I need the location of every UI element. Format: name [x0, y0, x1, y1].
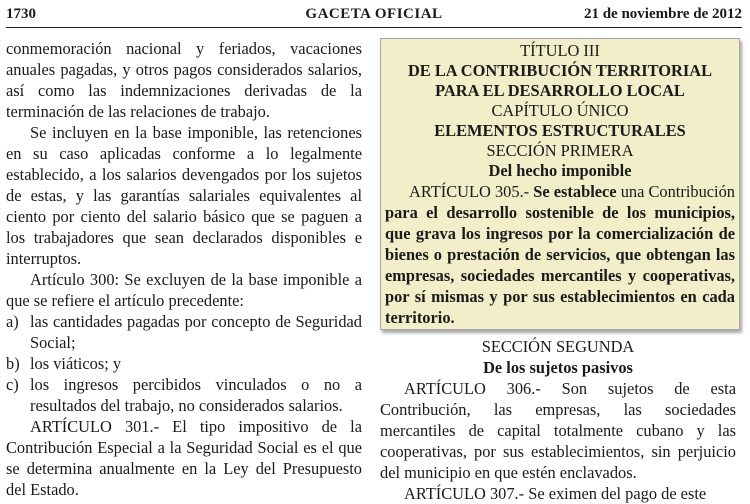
- article-305-lead: ARTÍCULO 305.-: [409, 182, 530, 201]
- page-number: 1730: [6, 6, 36, 22]
- seccion-name: Del hecho imponible: [488, 161, 632, 180]
- highlighted-section: [380, 38, 740, 330]
- publication-date: 21 de noviembre de 2012: [583, 6, 742, 22]
- article-306: ARTÍCULO 306.- Son sujetos de esta Contribución, las empresas, las sociedades mercantiles de capital totalmente cubano y las cooperativas, por sus establecimientos, sin perjuicio del municipio en que estén enclavados.: [380, 379, 736, 482]
- seccion-heading: SECCIÓN PRIMERA: [486, 141, 634, 160]
- right-column: [380, 38, 736, 504]
- article-305-bold-2: para el desarrollo sostenible de los municipios, que grava los ingresos por la comercialización de bienes o prestación de servicios, que obtengan las empresas, sociedades mercantiles y cooperativas, por sí mismas y por sus establecimientos en cada territorio.: [385, 203, 735, 327]
- paragraph: Se incluyen en la base imponible, las retenciones en su caso aplicadas conforme a lo legalmente establecido, a los salarios devengados por los sujetos de estas, y las garantías salariales equivalentes al ciento por ciento del salario básico que se paguen a los trabajadores que sean declarados disponibles e interruptos.: [6, 123, 362, 268]
- titulo-heading: TÍTULO III: [520, 41, 600, 60]
- article-305: [385, 181, 735, 328]
- publication-title: GACETA OFICIAL: [305, 6, 443, 22]
- list-item: [6, 311, 362, 353]
- titulo-name-line-2: PARA EL DESARROLLO LOCAL: [435, 81, 685, 100]
- article-305-mid: una Contribución: [620, 182, 735, 201]
- list-text: los ingresos percibidos vinculados o no a resultados del trabajo, no considerados salarios.: [30, 375, 362, 415]
- list-label: a): [6, 312, 19, 331]
- list-item: [6, 353, 362, 374]
- seccion-heading: SECCIÓN SEGUNDA: [481, 337, 635, 356]
- article-307: ARTÍCULO 307.- Se eximen del pago de este: [404, 484, 707, 503]
- paragraph: conmemoración nacional y feriados, vacaciones anuales pagadas, y otros pagos considerados salarios, así como las indemnizaciones derivadas de la terminación de las relaciones de trabajo.: [6, 39, 362, 121]
- article-305-bold-1: Se establece: [533, 182, 617, 201]
- capitulo-heading: CAPÍTULO ÚNICO: [491, 101, 629, 120]
- seccion-name: De los sujetos pasivos: [483, 358, 633, 377]
- list-label: c): [6, 375, 19, 394]
- page-header: [6, 4, 742, 26]
- paragraph: Artículo 300: Se excluyen de la base imponible a que se refiere el artículo precedente:: [6, 270, 362, 310]
- left-column: [6, 38, 362, 500]
- titulo-name-line-1: DE LA CONTRIBUCIÓN TERRITORIAL: [407, 61, 713, 80]
- list-text: las cantidades pagadas por concepto de Seguridad Social;: [30, 312, 362, 352]
- capitulo-name: ELEMENTOS ESTRUCTURALES: [434, 121, 686, 140]
- list-item: [6, 374, 362, 416]
- list-label: b): [6, 354, 20, 373]
- paragraph: ARTÍCULO 301.- El tipo impositivo de la Contribución Especial a la Seguridad Social es el que se determina anualmente en la Ley del Presupuesto del Estado.: [6, 417, 362, 499]
- list-text: los viáticos; y: [30, 354, 122, 373]
- header-rule: [6, 27, 742, 28]
